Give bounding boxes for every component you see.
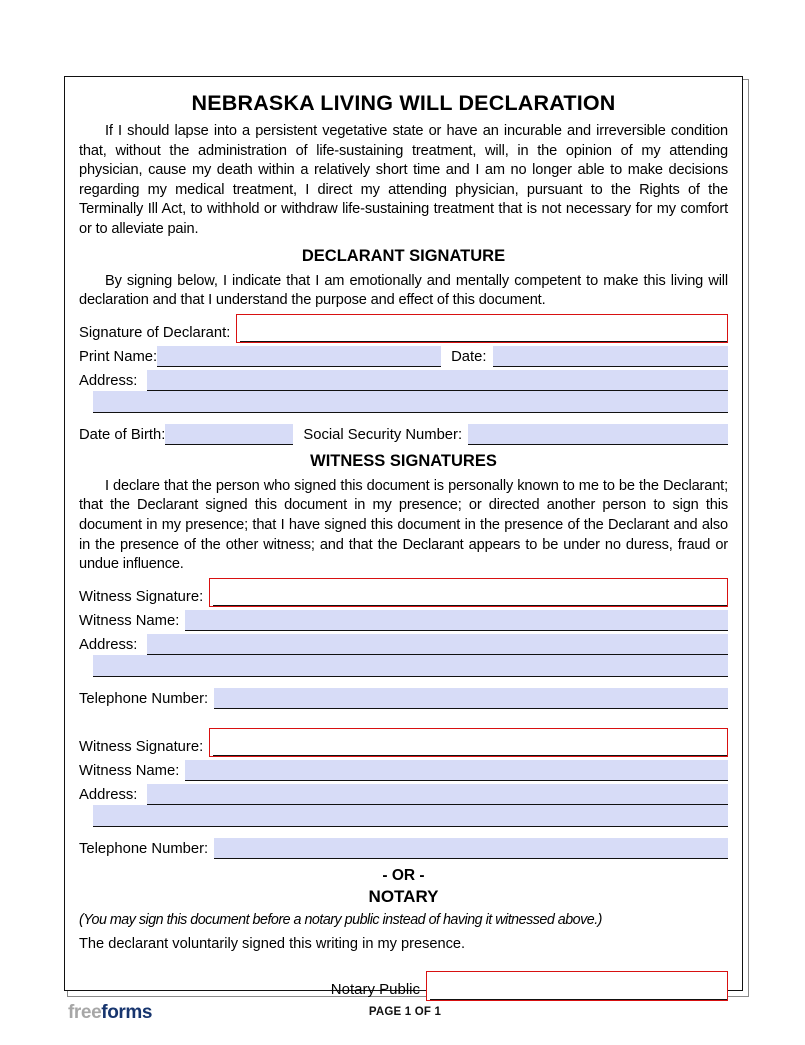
logo-text-forms: forms [101,1002,153,1023]
witness-2-address-line1-input[interactable] [147,784,728,805]
declarant-ssn-input[interactable] [468,424,728,445]
declarant-date-label: Date: [451,348,487,365]
witness-2-name-input[interactable] [185,760,728,781]
document-page-wrapper [64,76,746,998]
intro-paragraph: If I should lapse into a persistent vegetative state or have an incurable and irreversible condition that, without the administration of life-sustaining treatment, will, in the opinion of my attending physician, cause my death within a relatively short time and I am no longer able to make decisions regarding my medical treatment, I direct my attending physician, pursuant to the Rights of the Terminally Ill Act, to withhold or withdraw life-sustaining treatment that is not necessary for my comfort or to alleviate pain. [79,123,728,237]
witness-1-address-label: Address: [79,636,138,653]
document-page [64,76,743,998]
witness-2-telephone-label: Telephone Number: [79,840,209,857]
or-divider-label: - OR - [382,866,425,884]
declarant-print-name-input[interactable] [157,346,441,367]
declarant-address-label: Address: [79,372,138,389]
witness-paragraph: I declare that the person who signed this document is personally known to me to be the Declarant; that the Declarant signed this document in my presence; or directed another person to sign this document in my presence; that I have signed this document in the presence of the Declarant and also in the presence of the other witness; and that the Declarant appears to be under no duress, fraud or undue influence. [79,477,728,573]
witness-1-address-line2-input[interactable] [93,655,728,677]
witness-2-telephone-input[interactable] [214,838,728,859]
witness-2-signature-row [79,728,728,757]
notary-public-label: Notary Public [330,980,420,998]
notary-italic-note: (You may sign this document before a notary public instead of having it witnessed above.) [79,911,602,928]
declarant-signature-label: Signature of Declarant: [79,324,231,341]
witness-1-signature-input[interactable] [209,578,728,607]
witness-1-name-label: Witness Name: [79,612,180,629]
notary-public-signature-input[interactable] [426,971,728,1001]
declarant-address-line2-input[interactable] [93,391,728,413]
declarant-dob-label: Date of Birth: [79,426,166,443]
declarant-date-input[interactable] [493,346,729,367]
declarant-address-line1-input[interactable] [147,370,728,391]
notary-public-row [79,971,728,1001]
declarant-signature-input[interactable] [236,314,728,343]
witness-1-address-line1-input[interactable] [147,634,728,655]
witness-2-signature-input[interactable] [209,728,728,757]
declarant-ssn-label: Social Security Number: [303,426,463,443]
witness-2-name-row [79,760,728,781]
declarant-signature-row [79,314,728,343]
declarant-dob-input[interactable] [165,424,293,445]
declarant-address-row [79,370,728,391]
declarant-dob-ssn-row [79,424,728,445]
page-indicator: PAGE 1 OF 1 [368,1006,442,1018]
witness-2-name-label: Witness Name: [79,762,180,779]
witness-1-signature-label: Witness Signature: [79,588,204,605]
witness-1-signature-row [79,578,728,607]
witness-1-name-input[interactable] [185,610,728,631]
witness-1-telephone-label: Telephone Number: [79,690,209,707]
witness-1-telephone-row [79,688,728,709]
witness-2-address-label: Address: [79,786,138,803]
witness-2-signature-label: Witness Signature: [79,738,204,755]
witness-section-heading: WITNESS SIGNATURES [310,451,497,470]
page-footer [64,1000,746,1034]
declarant-print-name-label: Print Name: [79,348,158,365]
witness-2-telephone-row [79,838,728,859]
page-title: NEBRASKA LIVING WILL DECLARATION [191,91,616,115]
witness-2-address-line2-input[interactable] [93,805,728,827]
logo-text-free: free [68,1002,102,1023]
witness-1-name-row [79,610,728,631]
declarant-printname-date-row [79,346,728,367]
declarant-section-heading: DECLARANT SIGNATURE [301,246,506,265]
notary-statement: The declarant voluntarily signed this writing in my presence. [79,935,466,952]
witness-2-address-row [79,784,728,805]
witness-1-address-row [79,634,728,655]
notary-section-heading: NOTARY [368,886,439,906]
declarant-paragraph: By signing below, I indicate that I am emotionally and mentally competent to make this living will declaration and that I understand the purpose and effect of this document. [79,272,728,309]
witness-1-telephone-input[interactable] [214,688,728,709]
